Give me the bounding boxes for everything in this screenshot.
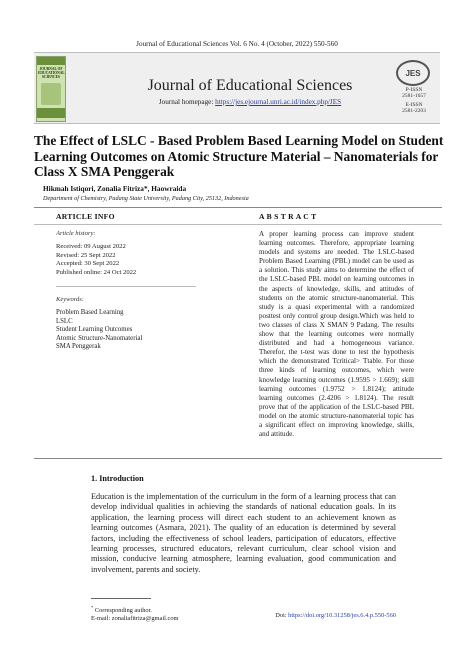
introduction-heading: 1. Introduction <box>91 474 144 483</box>
abstract-text: A proper learning process can improve student learning outcomes. Therefore, appropriate learning models and systems are needed. The LSLC-based Problem Based Learning (PBL) model can be used as a solution. This study aims to determine the effect of the LSLC-based PBL model on learning outcomes in the aspects of knowledge, skills, and attitudes of students on the atomic structure-nanomaterial. This study is a quasi experimental with a randomized posttest only control group design.Which was held to two classes of class X SMAN 9 Padang. The results show that the learning outcomes were normally distributed and had a homogeneous variance. Therefor, the t-test was done to test the hypothesis which the demonstrated Tcritical> Ttable. For those three kinds of learning outcomes, which were knowledge learning outcomes (1.9595 > 1.669); skill learning outcomes (1.9752 > 1.8124); attitude learning outcomes (2.4206 > 1.8124). The result prove that of the application of the LSLC-based PBL model on the atomic structure-nanomaterial topic has a significant effect on improving knowledge, skills, and attitude. <box>259 230 414 439</box>
divider <box>34 458 442 459</box>
doi-label: Doi: <box>275 612 289 619</box>
article-history <box>56 243 136 277</box>
history-item: Accepted: 30 Sept 2022 <box>56 260 120 267</box>
jes-logo <box>396 60 430 86</box>
keyword: Student Learning Outcomes <box>56 326 133 334</box>
history-item: Revised: 25 Sept 2022 <box>56 251 116 259</box>
journal-homepage <box>120 98 380 106</box>
article-info-heading: ARTICLE INFO <box>56 212 115 221</box>
introduction-text: Education is the implementation of the curriculum in the form of a learning process that can develop individual qualities in achieving the standards of national education goals. In its application, the learning process will direct each student to an achievement known as learning outcomes (Asmara, 2021). The quality of an education is determined by several factors, including the effectiveness of school leaders, participation of educators, effective learning processes, structured educators, relevant curriculum, clear school vision and mission, conducive learning atmosphere, learning evaluation, good communication and involvement, parents and society. <box>91 492 396 574</box>
history-item: Published online: 24 Oct 2022 <box>56 268 137 276</box>
abstract-heading: A B S T R A C T <box>259 212 317 221</box>
history-label: Article history: <box>56 230 96 237</box>
footnote-mark: * <box>91 605 94 610</box>
footnote <box>91 604 179 623</box>
journal-cover-image <box>36 56 66 122</box>
keyword: Problem Based Learning <box>56 309 124 316</box>
running-head: Journal of Educational Sciences Vol. 6 No. 4 (October, 2022) 550-560 <box>136 40 338 48</box>
history-item: Received: 09 August 2022 <box>56 243 126 250</box>
author-email[interactable]: E-mail: zonaliafitriza@gmail.com <box>91 615 179 623</box>
article-title: The Effect of LSLC - Based Problem Based Learning Model on Student Learning Outcomes on Atomic Structure Material – Nanomaterials for Class X SMA Penggerak <box>34 133 444 179</box>
e-issn <box>394 102 434 114</box>
divider <box>56 286 196 287</box>
keyword: LSLC <box>56 317 73 325</box>
p-issn-value: 2581-1657 <box>402 93 426 100</box>
homepage-link[interactable]: https://jes.ejournal.unri.ac.id/index.php/JES <box>215 98 342 106</box>
p-issn-label: P-ISSN <box>405 87 423 93</box>
e-issn-label: E-ISSN <box>405 102 423 108</box>
footnote-rule <box>91 598 151 599</box>
cover-title: JOURNAL OF EDUCATIONAL SCIENCES <box>38 67 65 79</box>
keyword: Atomic Structure-Nanomaterial <box>56 334 143 342</box>
e-issn-value: 2581-2203 <box>402 108 426 115</box>
keyword: SMA Penggerak <box>56 343 101 351</box>
keywords-list <box>56 309 142 352</box>
homepage-label: Journal homepage: <box>158 98 216 106</box>
journal-name: Journal of Educational Sciences <box>147 77 353 94</box>
affiliation: Department of Chemistry, Padang State University, Padang City, 25132, Indonesia <box>43 195 249 202</box>
doi-link[interactable]: https://doi.org/10.31258/jes.6.4.p.550-560 <box>288 612 396 619</box>
authors: Hikmah Istiqori, Zonalia Fitriza*, Haowraida <box>43 184 187 193</box>
p-issn <box>394 87 434 99</box>
journal-masthead <box>34 52 440 124</box>
doi <box>275 612 396 619</box>
corresponding-author: Corresponding author. <box>93 607 153 615</box>
divider <box>34 207 442 208</box>
logo-text: JES <box>405 68 421 78</box>
keywords-label: Keywords: <box>56 296 84 303</box>
divider <box>34 224 442 225</box>
